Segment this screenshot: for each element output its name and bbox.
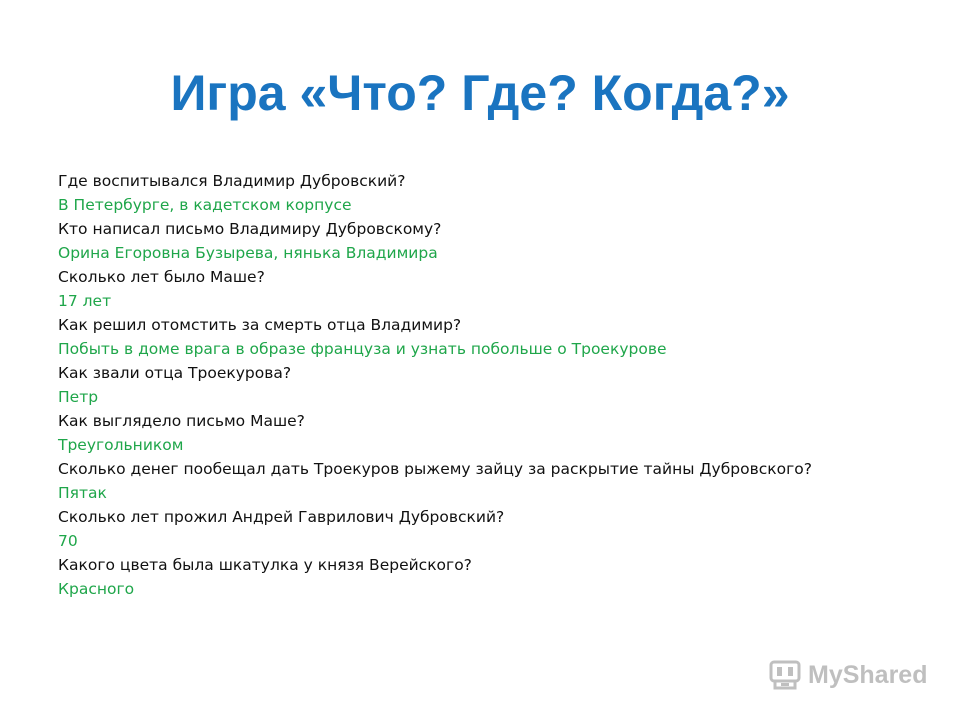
answer-8: 70	[58, 532, 78, 550]
question-3: Сколько лет было Маше?	[58, 268, 265, 286]
qa-list	[58, 169, 918, 601]
answer-6: Треугольником	[58, 436, 184, 454]
answer-9: Красного	[58, 580, 135, 598]
myshared-watermark	[768, 656, 927, 694]
watermark-text: MyShared	[808, 660, 928, 689]
myshared-logo-icon	[768, 658, 802, 692]
question-1: Где воспитывался Владимир Дубровский?	[58, 172, 406, 190]
question-9: Какого цвета была шкатулка у князя Верейского?	[58, 556, 472, 574]
answer-1: В Петербурге, в кадетском корпусе	[58, 196, 352, 214]
answer-7: Пятак	[58, 484, 107, 502]
answer-3: 17 лет	[58, 292, 112, 310]
question-5: Как звали отца Троекурова?	[58, 364, 292, 382]
question-2: Кто написал письмо Владимиру Дубровскому?	[58, 220, 442, 238]
answer-5: Петр	[58, 388, 99, 406]
answer-4: Побыть в доме врага в образе француза и узнать побольше о Троекурове	[58, 340, 667, 358]
question-7: Сколько денег пообещал дать Троекуров рыжему зайцу за раскрытие тайны Дубровского?	[58, 460, 812, 478]
question-6: Как выглядело письмо Маше?	[58, 412, 305, 430]
answer-2: Орина Егоровна Бузырева, нянька Владимира	[58, 244, 438, 262]
question-8: Сколько лет прожил Андрей Гаврилович Дубровский?	[58, 508, 505, 526]
slide-title: Игра «Что? Где? Когда?»	[170, 65, 790, 121]
question-4: Как решил отомстить за смерть отца Владимир?	[58, 316, 462, 334]
